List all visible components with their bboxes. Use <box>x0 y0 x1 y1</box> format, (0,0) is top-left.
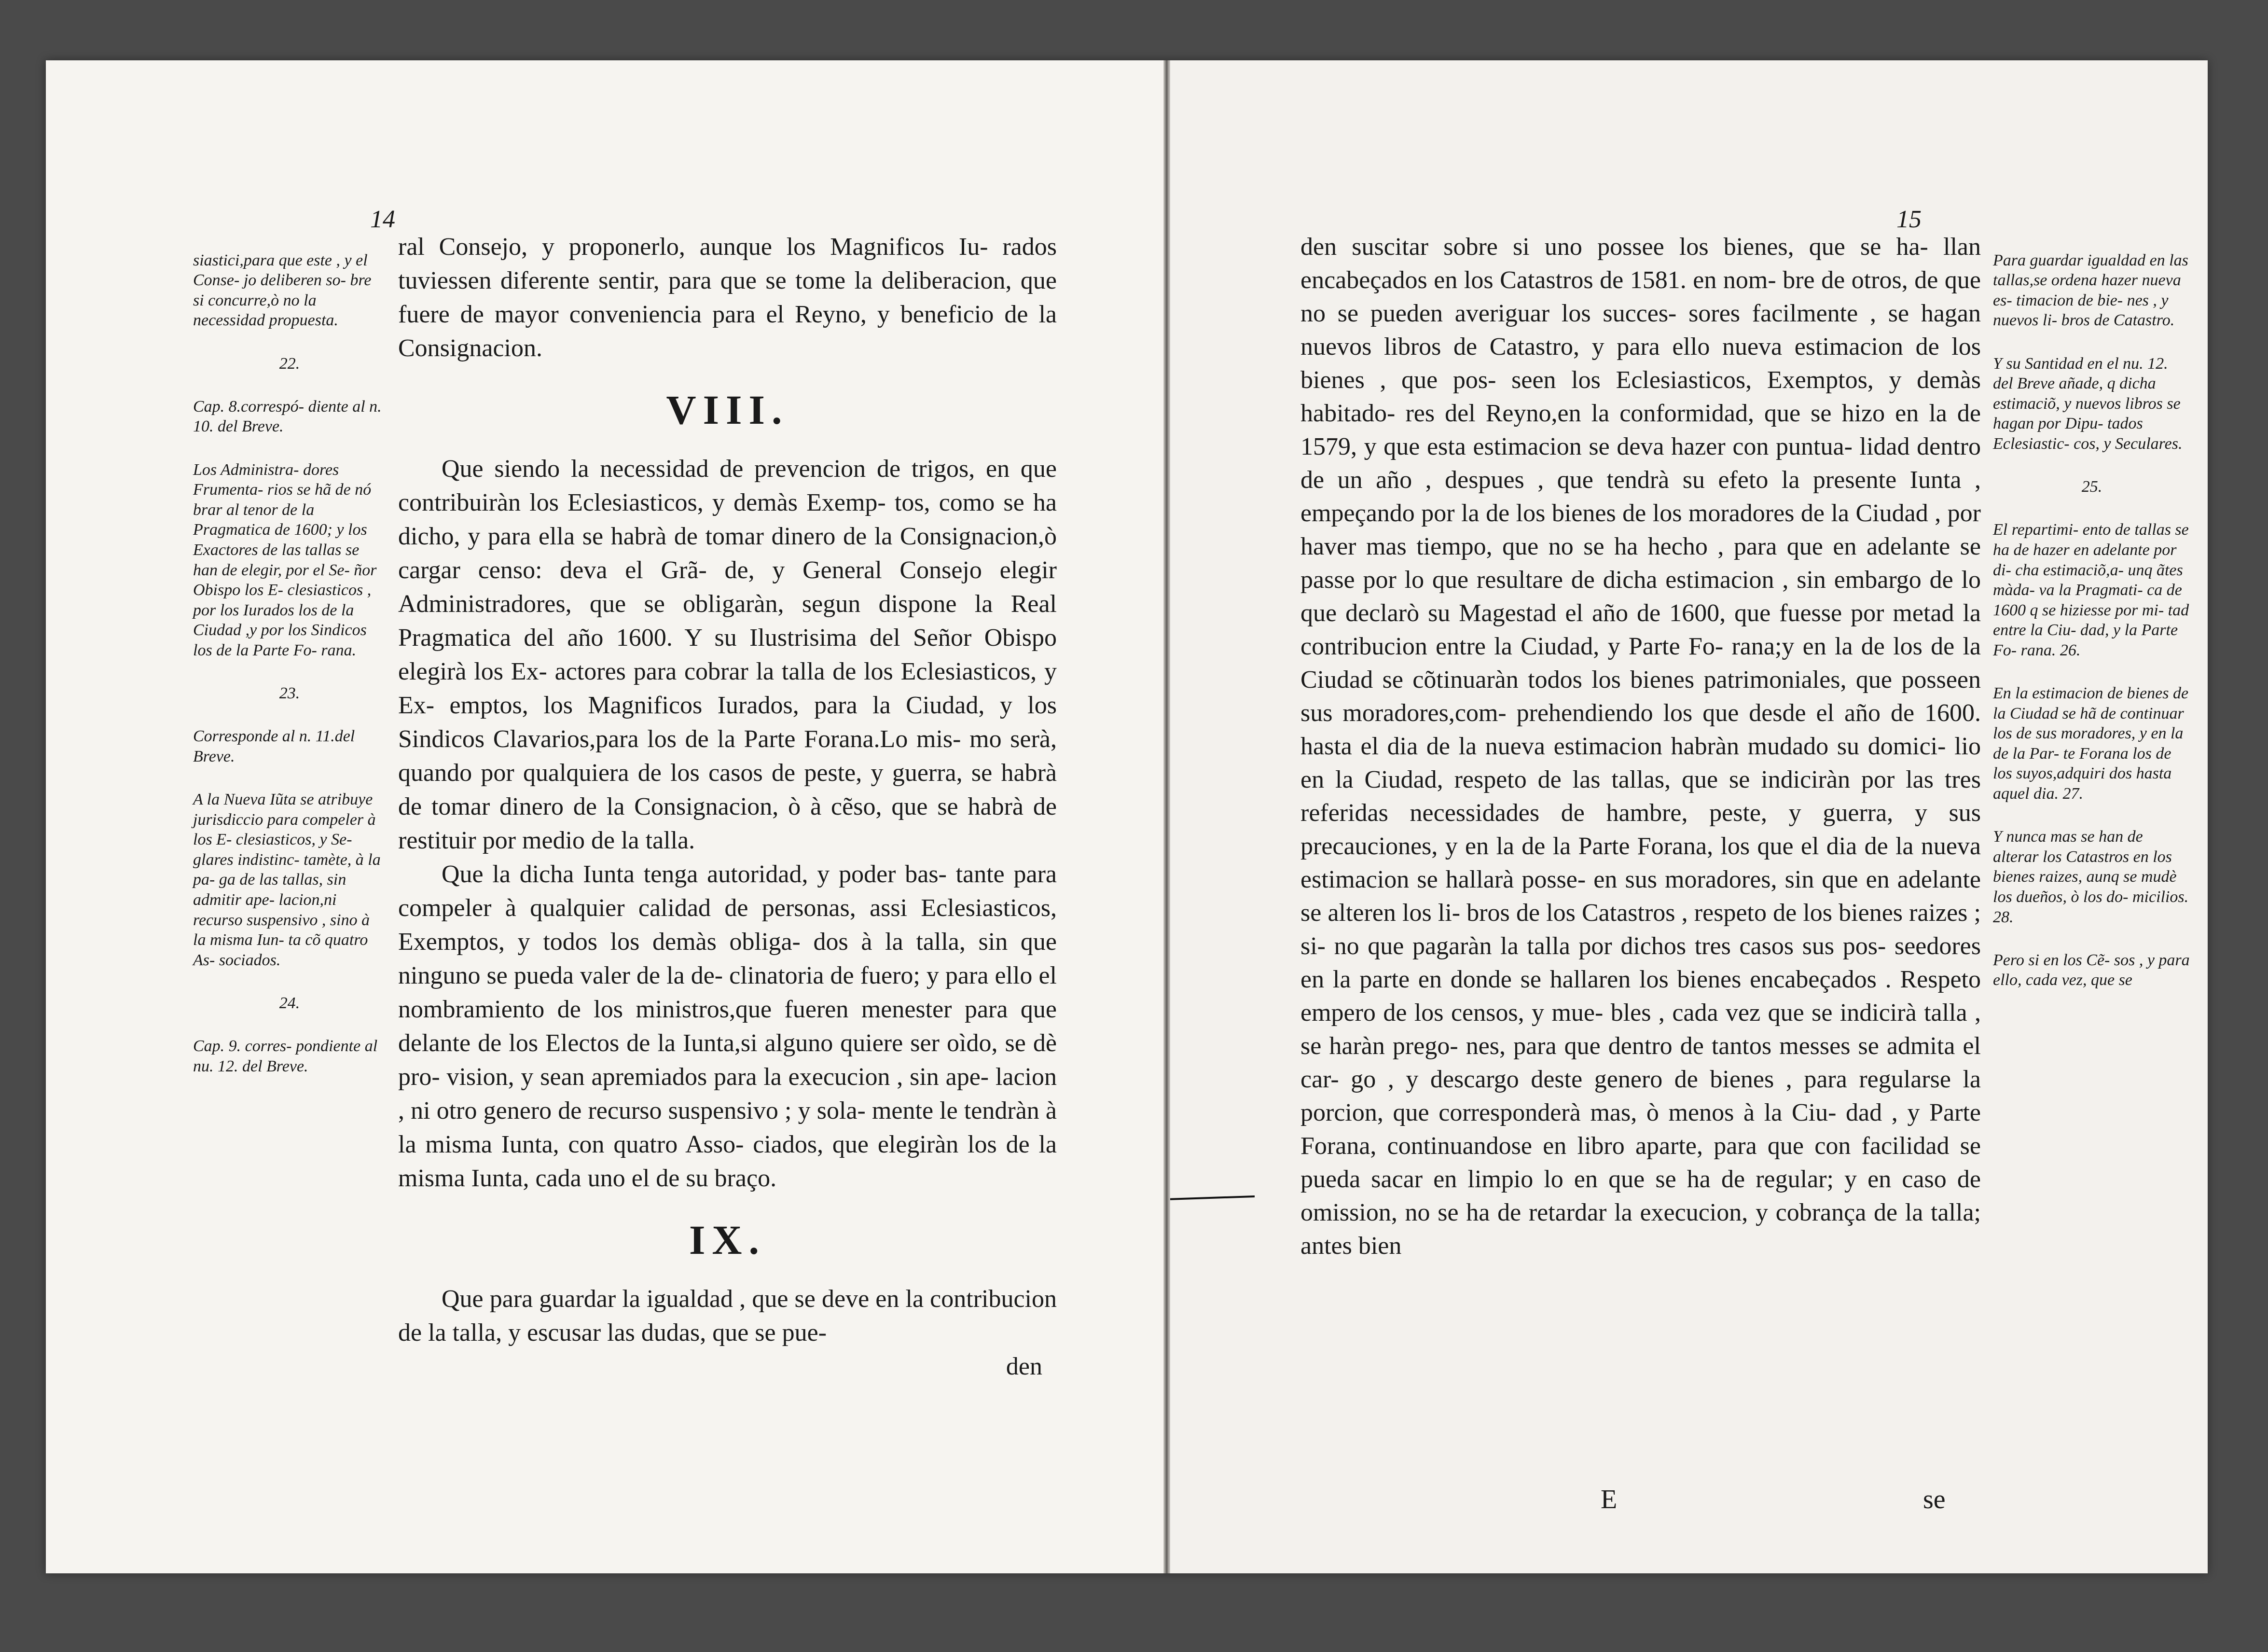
catchword-right: se <box>1923 1485 1946 1514</box>
section-heading-ix: IX. <box>689 1217 766 1263</box>
catchword-left: den <box>1006 1353 1042 1380</box>
margin-note: Y su Santidad en el nu. 12. del Breve añade, q dicha estimaciõ, y nuevos libros se hagan por Dipu- tados Eclesiastic- cos, y Seculares. <box>1993 354 2183 453</box>
margin-note: En la estimacion de bienes de la Ciudad se hã de continuar los de sus moradores, y en la de la Par- te Forana los de los suyos,adquiri dos hasta aquel dia. 27. <box>1993 684 2189 803</box>
margin-note: Para guardar igualdad en las tallas,se ordena hazer nueva es- timacion de bie- nes , y nuevos li- bros de Catastro. <box>1993 251 2188 330</box>
left-page-body <box>398 230 1057 1384</box>
right-page <box>1170 60 2208 1573</box>
left-page <box>46 60 1164 1573</box>
margin-notes-left <box>193 230 386 1099</box>
margin-note: Cap. 9. corres- pondiente al nu. 12. del Breve. <box>193 1037 378 1075</box>
book-spread <box>46 60 2208 1573</box>
margin-note: Y nunca mas se han de alterar los Catastros en los bienes raizes, aunq se mudè los dueños, ò los do- micilios. 28. <box>1993 828 2189 926</box>
ink-mark <box>1170 1194 1255 1201</box>
margin-note: Los Administra- dores Frumenta- rios se hã de nó brar al tenor de la Pragmatica de 1600; y los Exactores de las tallas se han de elegir, por el Se- ñor Obispo los E- clesiasticos , por los Iurados los de la Ciudad ,y por los Sindicos los de la Parte Fo- rana. <box>193 460 377 659</box>
margin-note: Corresponde al n. 11.del Breve. <box>193 727 355 765</box>
section-heading-viii: VIII. <box>666 387 789 433</box>
margin-note: Pero si en los Cẽ- sos , y para ello, cada vez, que se <box>1993 951 2190 989</box>
paragraph: den suscitar sobre si uno possee los bienes, que se ha- llan encabeçados en los Catastros de 1581. en nom- bre de otros, de que no se pueden averiguar los succes- sores facilmente , se hagan nuevos libros de Catastro, y para ello nueva estimacion de los bienes , que pos- seen los Eclesiasticos, Exemptos, y demàs habitado- res del Reyno,en la conformidad, que se hizo en la de 1579, y que esta estimacion se deva hazer con puntua- lidad dentro de un año , despues , que tendrà su efeto la presente Iunta , empeçando por la de los bienes de los moradores de la Ciudad , por haver mas tiempo, que no se ha hecho , para que en adelante se passe por lo que resultare de dicha estimacion , sin embargo de lo que declarò su Magestad el año de 1600, que fuesse por metad la contribucion entre la Ciudad, y Parte Fo- rana;y en la de los de la Ciudad se cõtinuaràn todos los bienes patrimoniales, que posseen sus moradores,com- prehendiendo los que desde el año de 1600. hasta el dia de la nueva estimacion habràn mudado su domici- lio en la Ciudad, respeto de las tallas, que se indiciràn por las tres referidas necessidades de hambre, peste, y guerra, y sus precauciones, y en la de la Parte Forana, los que el dia de la nueva estimacion se hallarà posse- en sus moradores, sin que en adelante se alteren los li- bros de los Catastros , respeto de los bienes raizes ; si- no que pagaràn la talla por dichos tres casos sus pos- seedores en la parte en donde se hallaren los bienes encabeçados . Respeto empero de los censos, y mue- bles , cada vez que se indicirà talla , se haràn prego- nes, para que dentro de tantos messes se admita el car- go , y descargo deste genero de bienes , para regularse la porcion, que corresponderà mas, ò menos à la Ciu- dad , y Parte Forana, continuandose en libro aparte, para que con facilidad se pueda sacar en limpio lo en que se ha de regular; y en caso de omission, no se ha de retardar la execucion, y cobrança de la talla; antes bien <box>1300 233 1981 1260</box>
signature-mark: E <box>1601 1485 1618 1514</box>
margin-notes-right <box>1993 230 2191 1013</box>
margin-note: siastici,para que este , y el Conse- jo deliberen so- bre si concurre,ò no la necessidad propuesta. <box>193 251 372 330</box>
margin-note: 25. <box>2081 478 2102 496</box>
paragraph: ral Consejo, y proponerlo, aunque los Magnificos Iu- rados tuviessen diferente sentir, para que se tome la deliberacion, que fuere de mayor conveniencia para el Reyno, y beneficio de la Consignacion. <box>398 233 1057 362</box>
margin-note: 23. <box>279 684 300 703</box>
right-page-body <box>1300 230 1981 1263</box>
margin-note: 24. <box>279 994 300 1012</box>
page-number-right: 15 <box>1896 206 1922 233</box>
margin-note: El repartimi- ento de tallas se ha de hazer en adelante por di- cha estimaciõ,a- unq ãtes màda- va la Pragmati- ca de 1600 q se hiziesse por mi- tad entre la Ciu- dad, y la Parte Fo- rana. 26. <box>1993 521 2189 659</box>
margin-note: A la Nueva Iũta se atribuye jurisdiccio para compeler à los E- clesiasticos, y Se- glares indistinc- tamète, à la pa- ga de las tallas, sin admitir ape- lacion,ni recurso suspensivo , sino à la misma Iun- ta cõ quatro As- sociados. <box>193 791 381 969</box>
paragraph: Que para guardar la igualdad , que se deve en la contribucion de la talla, y escusar las dudas, que se pue- <box>398 1285 1057 1347</box>
paragraph: Que siendo la necessidad de prevencion de trigos, en que contribuiràn los Eclesiasticos, y demàs Exemp- tos, como se ha dicho, y para ella se habrà de tomar dinero de la Consignacion,ò cargar censo: deva el Grã- de, y General Consejo elegir Administradores, que se obligaràn, segun dispone la Real Pragmatica del año 1600. Y su Ilustrisima del Señor Obispo elegirà los Ex- actores para cobrar la talla de los Eclesiasticos, y Ex- emptos, los Magnificos Iurados, para la Ciudad, y los Sindicos Clavarios,para los de la Parte Forana.Lo mis- mo serà, quando por qualquiera de los casos de peste, y guerra, se habrà de tomar dinero de la Consignacion, ò à cẽso, que se habrà de restituir por medio de la talla. <box>398 455 1057 854</box>
margin-note: Cap. 8.correspó- diente al n. 10. del Breve. <box>193 397 382 436</box>
margin-note: 22. <box>279 354 300 373</box>
page-number-left: 14 <box>370 206 395 233</box>
paragraph: Que la dicha Iunta tenga autoridad, y poder bas- tante para compeler à qualquier calidad de personas, assi Eclesiasticos, Exemptos, y todos los demàs obliga- dos à la talla, sin que ninguno se pueda valer de la de- clinatoria de fuero; y para ello el nombramiento de los ministros,que fueren menester para que delante de los Electos de la Iunta,si alguno quiere ser oìdo, se dè pro- vision, y sean apremiados para la execucion , sin ape- lacion , ni otro genero de recurso suspensivo ; y sola- mente le tendràn à la misma Iunta, con quatro Asso- ciados, que elegiràn los de la misma Iunta, cada uno el de su braço. <box>398 861 1057 1192</box>
